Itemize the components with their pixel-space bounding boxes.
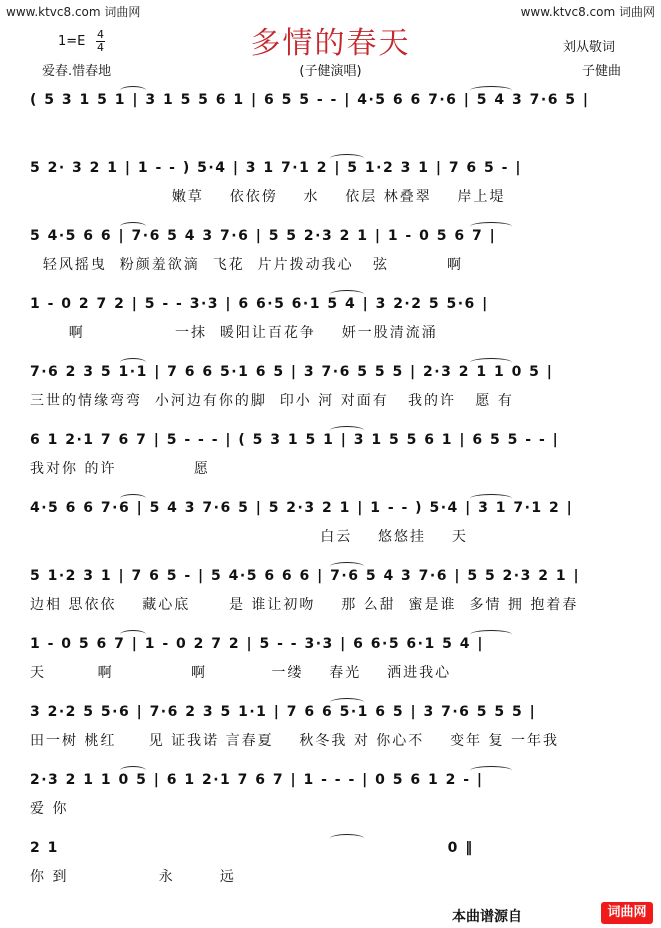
slur-mark [330,562,364,571]
notation-line: 4·5 6 6 7·6 | 5 4 3 7·6 5 | 5 2·3 2 1 | 1 - - ) 5·4 | 3 1 7·1 2 | [30,500,630,520]
slur-mark [330,290,364,299]
lyric-line: 边相 思依依 藏心底 是 谁让初吻 那 么甜 蜜是谁 多情 拥 抱着春 [30,597,579,613]
notation-line: 2·3 2 1 1 0 5 | 6 1 2·1 7 6 7 | 1 - - - | 0 5 6 1 2 - | [30,772,630,792]
slur-mark [470,494,512,503]
key-signature: 1=E [58,34,86,49]
lyric-line: 啊 一抹 暖阳让百花争 妍一股清流涌 [30,325,438,341]
slur-mark [330,698,364,707]
lyric-line: 三世的情缘弯弯 小河边有你的脚 印小 河 对面有 我的许 愿 有 [30,393,514,409]
site-watermark-right: www.ktvc8.com 词曲网 [520,5,655,19]
slur-mark [330,834,364,843]
time-signature [96,30,105,53]
slur-mark [470,222,512,231]
slur-mark [120,358,146,367]
slur-mark [470,358,512,367]
source-label: 本曲谱源自 [452,909,522,925]
notation-line: ( 5 3 1 5 1 | 3 1 5 5 6 1 | 6 5 5 - - | 4·5 6 6 7·6 | 5 4 3 7·6 5 | [30,92,630,112]
composer-credit: 子健曲 [581,64,621,79]
notation-line: 3 2·2 5 5·6 | 7·6 2 3 5 1·1 | 7 6 6 5·1 6 5 | 3 7·6 5 5 5 | [30,704,630,724]
notation-line: 2 1 0 ‖ [30,840,630,860]
slur-mark [120,222,146,231]
notation-line: 5 4·5 6 6 | 7·6 5 4 3 7·6 | 5 5 2·3 2 1 | 1 - 0 5 6 7 | [30,228,630,248]
slur-mark [470,766,512,775]
singer-credit: (子健演唱) [299,64,362,79]
site-badge[interactable]: 词曲网 [601,902,653,924]
lyric-line: 轻风摇曳 粉颜羞欲滴 飞花 片片拨动我心 弦 啊 [30,257,464,273]
site-watermark-left: www.ktvc8.com 词曲网 [6,5,141,19]
lyric-line: 天 啊 啊 一缕 春光 洒进我心 [30,665,452,681]
slur-mark [120,86,146,95]
time-signature-bottom: 4 [97,41,104,54]
subtitle-left: 爱春.惜春地 [42,64,112,79]
lyric-line: 爱 你 [30,801,69,817]
slur-mark [120,766,146,775]
lyric-line [30,118,630,138]
slur-mark [470,630,512,639]
slur-mark [330,154,364,163]
lyric-line: 你 到 永 远 [30,869,236,885]
lyric-line: 嫩草 依依傍 水 依层 林叠翠 岸上堤 [30,189,506,205]
slur-mark [120,630,146,639]
notation-line: 1 - 0 5 6 7 | 1 - 0 2 7 2 | 5 - - 3·3 | 6 6·5 6·1 5 4 | [30,636,630,656]
notation-line: 6 1 2·1 7 6 7 | 5 - - - | ( 5 3 1 5 1 | 3 1 5 5 6 1 | 6 5 5 - - | [30,432,630,452]
notation-line: 7·6 2 3 5 1·1 | 7 6 6 5·1 6 5 | 3 7·6 5 5 5 | 2·3 2 1 1 0 5 | [30,364,630,384]
lyricist-credit: 刘从敬词 [562,40,615,55]
notation-line: 5 2· 3 2 1 | 1 - - ) 5·4 | 3 1 7·1 2 | 5 1·2 3 1 | 7 6 5 - | [30,160,630,180]
slur-mark [330,426,364,435]
slur-mark [470,86,512,95]
notation-line: 1 - 0 2 7 2 | 5 - - 3·3 | 6 6·5 6·1 5 4 | 3 2·2 5 5·6 | [30,296,630,316]
slur-mark [120,494,146,503]
lyric-line: 白云 悠悠挂 天 [30,529,468,545]
page-title: 多情的春天 [250,26,411,61]
lyric-line: 田一树 桃红 见 证我诺 言春夏 秋冬我 对 你心不 变年 复 一年我 [30,733,560,749]
notation-line: 5 1·2 3 1 | 7 6 5 - | 5 4·5 6 6 6 | 7·6 5 4 3 7·6 | 5 5 2·3 2 1 | [30,568,630,588]
time-signature-top: 4 [97,28,104,41]
lyric-line: 我对你 的许 愿 [30,461,210,477]
